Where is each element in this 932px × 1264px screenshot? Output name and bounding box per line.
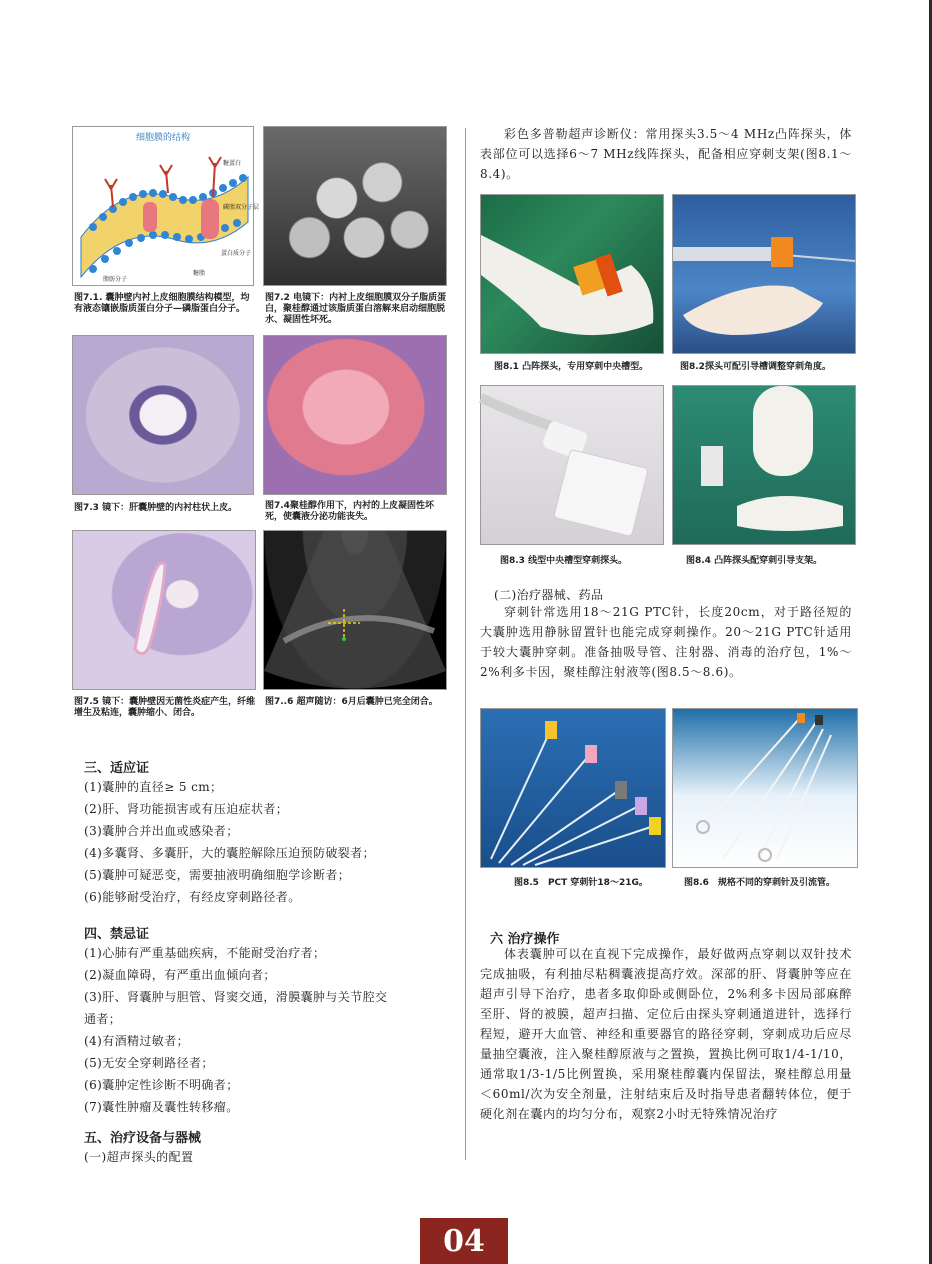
figure-7-3-image bbox=[72, 335, 254, 495]
figure-7-1-image bbox=[72, 126, 260, 286]
section-5-subheading: (一)超声探头的配置 bbox=[84, 1150, 194, 1164]
figure-7-4-image bbox=[263, 335, 447, 495]
probe-intro-paragraph: 彩色多普勒超声诊断仪：常用探头3.5～4 MHz凸阵探头，体表部位可以选择6～7 MHz线阵探头，配备相应穿刺支架(图8.1～8.4)。 bbox=[480, 127, 852, 181]
indication-item: (1)囊肿的直径≥ 5 cm； bbox=[84, 780, 223, 794]
figure-8-5-caption: 图8.5 PCT 穿刺针18～21G。 bbox=[514, 878, 648, 888]
label-glycoprotein: 糖蛋白 bbox=[223, 160, 242, 167]
needles-drawing bbox=[481, 709, 665, 867]
procedure-paragraph: 体表囊肿可以在直视下完成操作，最好做两点穿刺以双针技术完成抽吸，有利抽尽粘稠囊液提高疗效。深部的肝、肾囊肿等应在超声引导下治疗，患者多取仰卧或侧卧位，2%利多卡因局部麻醉至肝、肾的被膜，超声扫描、定位后由探头穿刺通道进针，选择行程短，避开大血管、神经和重要器官的路径穿刺，穿刺成功后应尽量抽空囊液，注入聚桂醇原液与之置换，置换比例可取1/4-1/10，通常取1/3-1/5比例置换，采用聚桂醇囊内保留法，聚桂醇总用量＜60ml/次为安全剂量，注射结束后及时指导患者翻转体位，便于硬化剂在囊内的均匀分布，观察2小时无特殊情况治疗 bbox=[480, 947, 852, 1121]
indication-item: (5)囊肿可疑恶变，需要抽液明确细胞学诊断者； bbox=[84, 868, 351, 882]
contraindication-item: (1)心肺有严重基础疾病，不能耐受治疗者； bbox=[84, 946, 326, 960]
indication-item: (2)肝、肾功能损害或有压迫症状者； bbox=[84, 802, 289, 816]
diagram-title: 细胞膜的结构 bbox=[135, 133, 191, 143]
drainage-tubes-drawing bbox=[673, 709, 857, 867]
label-bilayer: 磷脂双分子层 bbox=[223, 204, 260, 211]
figure-8-3-caption: 图8.3 线型中央槽型穿刺探头。 bbox=[500, 556, 628, 566]
section-6-heading: 六 治疗操作 bbox=[490, 932, 560, 947]
contraindication-item: (7)囊性肿瘤及囊性转移瘤。 bbox=[84, 1100, 239, 1114]
convex-probe-drawing bbox=[481, 195, 663, 353]
convex-probe-bracket-drawing bbox=[673, 386, 855, 544]
figure-7-3-caption: 图7.3 镜下：肝囊肿壁的内衬柱状上皮。 bbox=[74, 503, 238, 513]
figure-7-5-image bbox=[72, 530, 256, 690]
instruments-paragraph: 穿刺针常选用18～21G PTC针，长度20cm，对于路径短的大囊肿选用静脉留置针也能完成穿刺操作。20～21G PTC针适用于较大囊肿穿刺。准备抽吸导管、注射器、消毒的治疗包，1%～2%利多卡因，聚桂醇注射液等(图8.5～8.6)。 bbox=[480, 605, 852, 679]
section-4-heading: 四、禁忌证 bbox=[84, 927, 150, 942]
label-glycolipid: 糖脂 bbox=[193, 270, 206, 277]
column-divider bbox=[465, 128, 466, 1160]
figure-7-5-caption: 图7.5 镜下：囊肿壁因无菌性炎症产生，纤维增生及粘连，囊肿缩小、闭合。 bbox=[74, 697, 256, 718]
section-3-heading: 三、适应证 bbox=[84, 761, 150, 776]
figure-7-2-image bbox=[263, 126, 447, 286]
fibrous-tract-shape bbox=[73, 531, 255, 689]
contraindication-item: (5)无安全穿刺路径者； bbox=[84, 1056, 214, 1070]
figure-8-6-caption: 图8.6 规格不同的穿刺针及引流管。 bbox=[684, 878, 835, 888]
label-lipid: 脂肪分子 bbox=[103, 276, 128, 283]
figure-8-3-image bbox=[480, 385, 664, 545]
contraindication-item: (3)肝、肾囊肿与胆管、肾窦交通，滑膜囊肿与关节腔交 bbox=[84, 990, 388, 1004]
contraindication-item: (2)凝血障碍，有严重出血倾向者； bbox=[84, 968, 276, 982]
figure-7-6-caption: 图7..6 超声随访：6月后囊肿已完全闭合。 bbox=[265, 697, 438, 707]
section-5-heading: 五、治疗设备与器械 bbox=[84, 1131, 202, 1146]
figure-8-1-image bbox=[480, 194, 664, 354]
figure-8-5-image bbox=[480, 708, 666, 868]
figure-7-4-caption: 图7.4聚桂醇作用下，内衬的上皮凝固性坏死，使囊液分泌功能丧失。 bbox=[265, 501, 434, 522]
linear-probe-drawing bbox=[481, 386, 663, 544]
ultrasound-fan bbox=[264, 531, 446, 689]
figure-7-2-caption: 图7.2 电镜下：内衬上皮细胞膜双分子脂质蛋白，聚桂醇通过该脂质蛋白溶解来启动细胞脱水、凝固性坏死。 bbox=[265, 293, 447, 325]
figure-8-1-caption: 图8.1 凸阵探头，专用穿刺中央槽型。 bbox=[494, 362, 649, 372]
figure-7-6-image bbox=[263, 530, 447, 690]
figure-8-4-caption: 图8.4 凸阵探头配穿刺引导支架。 bbox=[686, 556, 823, 566]
probe-with-syringe-drawing bbox=[673, 195, 855, 353]
contraindication-item: (4)有酒精过敏者； bbox=[84, 1034, 189, 1048]
figure-8-2-image bbox=[672, 194, 856, 354]
figure-7-1-caption: 图7.1. 囊肿壁内衬上皮细胞膜结构模型，均有液态镶嵌脂质蛋白分子—磷脂蛋白分子。 bbox=[74, 293, 250, 314]
figure-8-2-caption: 图8.2探头可配引导槽调整穿刺角度。 bbox=[680, 362, 831, 372]
figure-8-4-image bbox=[672, 385, 856, 545]
figure-8-6-image bbox=[672, 708, 858, 868]
contraindication-item: 通者； bbox=[84, 1012, 122, 1026]
label-protein: 蛋白质分子 bbox=[221, 250, 252, 257]
indication-item: (6)能够耐受治疗，有经皮穿刺路径者。 bbox=[84, 890, 301, 904]
indication-item: (3)囊肿合并出血或感染者； bbox=[84, 824, 239, 838]
page-number: 04 bbox=[420, 1218, 508, 1264]
subsection-2-heading: (二)治疗器械、药品 bbox=[494, 588, 604, 602]
indication-item: (4)多囊肾、多囊肝，大的囊腔解除压迫预防破裂者； bbox=[84, 846, 375, 860]
contraindication-item: (6)囊肿定性诊断不明确者； bbox=[84, 1078, 239, 1092]
cell-membrane-diagram bbox=[73, 127, 260, 285]
